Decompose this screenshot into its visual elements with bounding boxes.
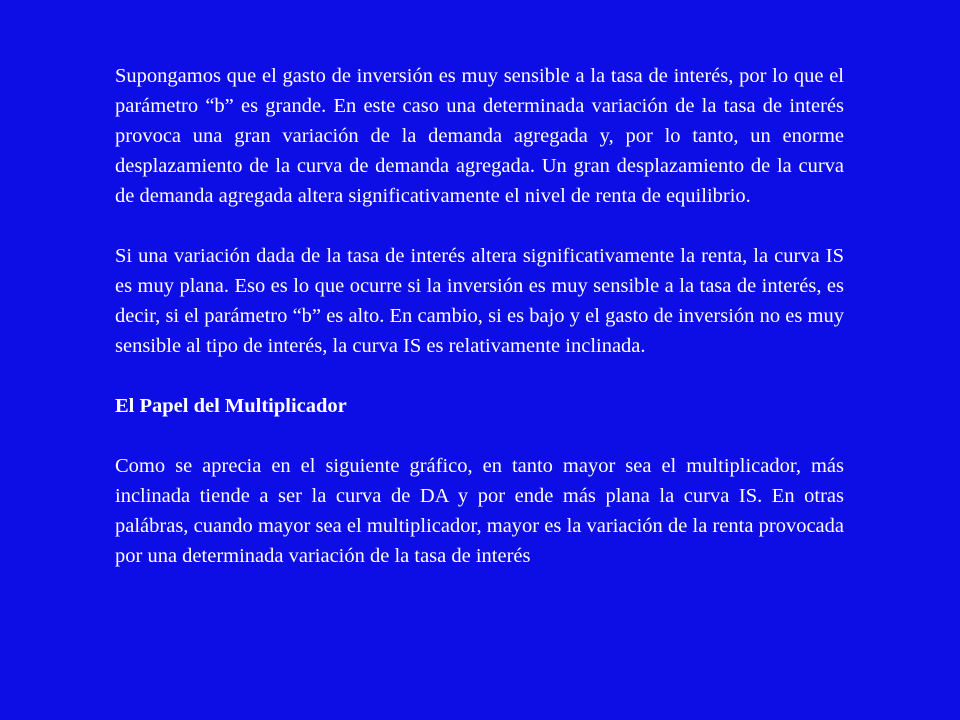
- spacer: [115, 421, 844, 451]
- slide-content: [115, 61, 844, 571]
- section-heading: El Papel del Multiplicador: [115, 395, 347, 417]
- paragraph-investment-sensitivity: Supongamos que el gasto de inversión es muy sensible a la tasa de interés, por lo que el parámetro “b” es grande. En este caso una determinada variación de la tasa de interés provoca una gran variación de la demanda agregada y, por lo tanto, un enorme desplazamiento de la curva de demanda agregada. Un gran desplazamiento de la curva de demanda agregada altera significativamente el nivel de renta de equilibrio.: [115, 65, 844, 207]
- spacer: [115, 361, 844, 391]
- paragraph-is-curve-slope: Si una variación dada de la tasa de interés altera significativamente la renta, la curva IS es muy plana. Eso es lo que ocurre si la inversión es muy sensible a la tasa de interés, es decir, si el parámetro “b” es alto. En cambio, si es bajo y el gasto de inversión no es muy sensible al tipo de interés, la curva IS es relativamente inclinada.: [115, 245, 844, 357]
- spacer: [115, 211, 844, 241]
- paragraph-multiplier: Como se aprecia en el siguiente gráfico, en tanto mayor sea el multiplicador, más inclinada tiende a ser la curva de DA y por ende más plana la curva IS. En otras palábras, cuando mayor sea el multiplicador, mayor es la variación de la renta provocada por una determinada variación de la tasa de interés: [115, 455, 844, 567]
